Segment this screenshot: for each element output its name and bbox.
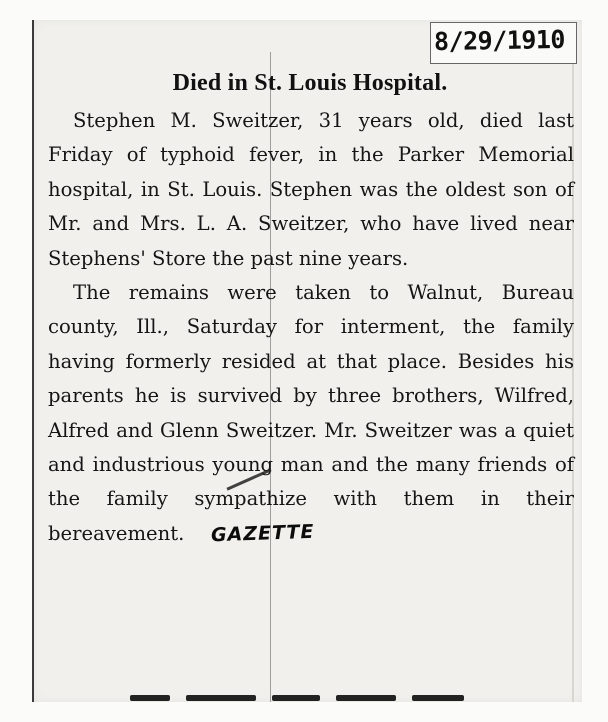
article-paragraph-1: Stephen M. Sweitzer, 31 years old, died last Friday of typhoid fever, in the Parker Memorial hospital, in St. Louis. Stephen was the oldest son of Mr. and Mrs. L. A. Sweitzer, who have lived near Stephens' Store the past nine years. bbox=[48, 109, 574, 270]
cut-off-word-2 bbox=[186, 695, 256, 701]
article-body bbox=[48, 104, 574, 551]
cut-off-word-3 bbox=[272, 695, 320, 701]
date-stamp: 8/29/1910 bbox=[433, 24, 566, 57]
cut-off-word-5 bbox=[412, 695, 464, 701]
cut-off-word-1 bbox=[130, 695, 170, 701]
cut-off-next-headline bbox=[130, 688, 560, 702]
handwritten-source-note: GAZETTE bbox=[210, 520, 316, 547]
article-paragraph-2 bbox=[48, 276, 574, 551]
cut-off-word-4 bbox=[336, 695, 396, 701]
article-headline: Died in St. Louis Hospital. bbox=[172, 70, 448, 96]
article-paragraph-2-text: The remains were taken to Walnut, Bureau county, Ill., Saturday for interment, the family having formerly resided at that place. Besides his parents he is survived by three brothers, Wilfred, Alfred and Glenn Sweitzer. Mr. Sweitzer was a quiet and industrious young man and the many friends of the family sympathize with them in their bereavement. bbox=[48, 281, 574, 545]
